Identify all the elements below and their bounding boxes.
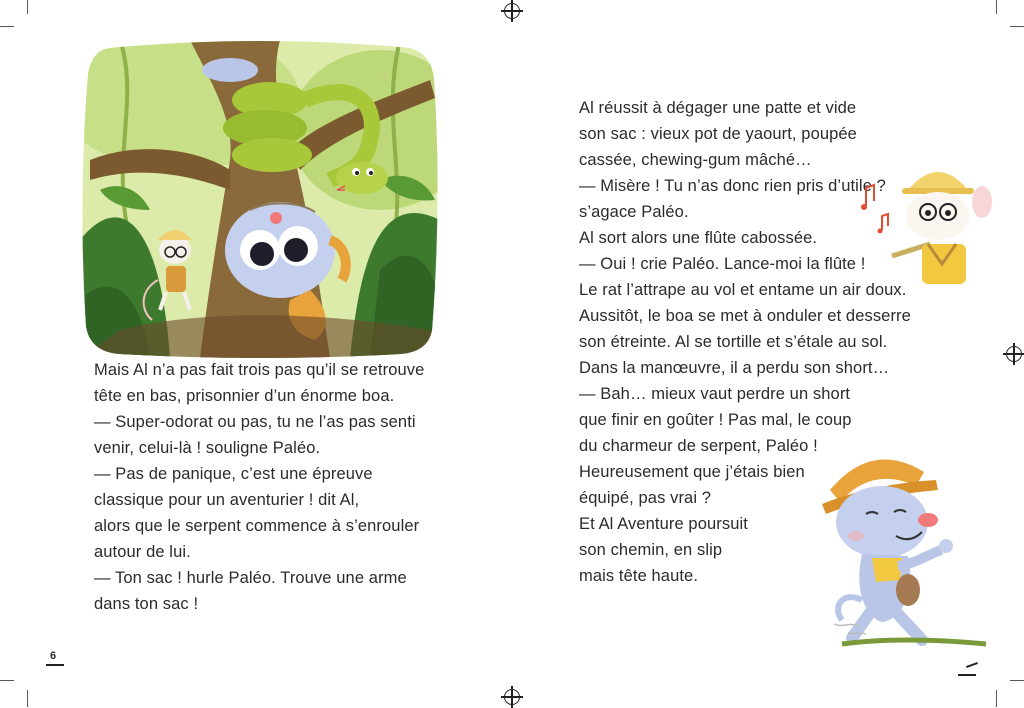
left-page <box>0 0 512 707</box>
text-line: du charmeur de serpent, Paléo ! <box>579 437 818 455</box>
text-line: — Bah… mieux vaut perdre un short <box>579 385 851 403</box>
text-line: cassée, chewing-gum mâché… <box>579 151 812 169</box>
crop-mark <box>1010 26 1024 27</box>
text-line: autour de lui. <box>94 543 191 561</box>
page-number: 6 <box>50 650 57 662</box>
text-line: — Oui ! crie Paléo. Lance-moi la flûte ! <box>579 255 866 273</box>
crop-mark <box>1010 680 1024 681</box>
left-page-text <box>94 357 424 617</box>
folio-rule <box>46 664 64 666</box>
text-line: Le rat l’attrape au vol et entame un air doux. <box>579 281 907 299</box>
folio-rule <box>966 662 978 668</box>
text-line: classique pour un aventurier ! dit Al, <box>94 491 360 509</box>
registration-mark <box>1006 346 1022 362</box>
text-line: — Super-odorat ou pas, tu ne l’as pas senti <box>94 413 416 431</box>
text-line: mais tête haute. <box>579 567 699 585</box>
text-line: venir, celui-là ! souligne Paléo. <box>94 439 321 457</box>
jungle-boa-illustration <box>80 40 440 358</box>
text-line: — Pas de panique, c’est une épreuve <box>94 465 373 483</box>
crop-mark <box>27 0 28 14</box>
text-line: Dans la manœuvre, il a perdu son short… <box>579 359 890 377</box>
text-line: Aussitôt, le boa se met à onduler et desserre <box>579 307 911 325</box>
crop-mark <box>0 680 14 681</box>
text-line: que finir en goûter ! Pas mal, le coup <box>579 411 852 429</box>
text-line: Mais Al n’a pas fait trois pas qu’il se retrouve <box>94 361 425 379</box>
text-line: son étreinte. Al se tortille et s’étale au sol. <box>579 333 888 351</box>
text-line: s’agace Paléo. <box>579 203 689 221</box>
text-line: — Misère ! Tu n’as donc rien pris d’utile ? <box>579 177 886 195</box>
right-page <box>512 0 1024 707</box>
text-line: dans ton sac ! <box>94 595 199 613</box>
text-line: son sac : vieux pot de yaourt, poupée <box>579 125 857 143</box>
crop-mark <box>996 690 997 707</box>
text-line: équipé, pas vrai ? <box>579 489 712 507</box>
text-line: Heureusement que j’étais bien <box>579 463 805 481</box>
text-line: alors que le serpent commence à s’enrouler <box>94 517 420 535</box>
text-line: tête en bas, prisonnier d’un énorme boa. <box>94 387 395 405</box>
music-note-icon <box>866 185 874 206</box>
crop-mark <box>27 690 28 707</box>
cat-walking-illustration <box>812 440 992 655</box>
rat-flute-illustration <box>852 160 992 285</box>
crop-mark <box>0 26 14 27</box>
text-line: — Ton sac ! hurle Paléo. Trouve une arme <box>94 569 407 587</box>
folio-rule <box>958 674 976 676</box>
crop-mark <box>996 0 997 14</box>
text-line: Al réussit à dégager une patte et vide <box>579 99 857 117</box>
text-line: Al sort alors une flûte cabossée. <box>579 229 818 247</box>
text-line: son chemin, en slip <box>579 541 723 559</box>
text-line: Et Al Aventure poursuit <box>579 515 748 533</box>
